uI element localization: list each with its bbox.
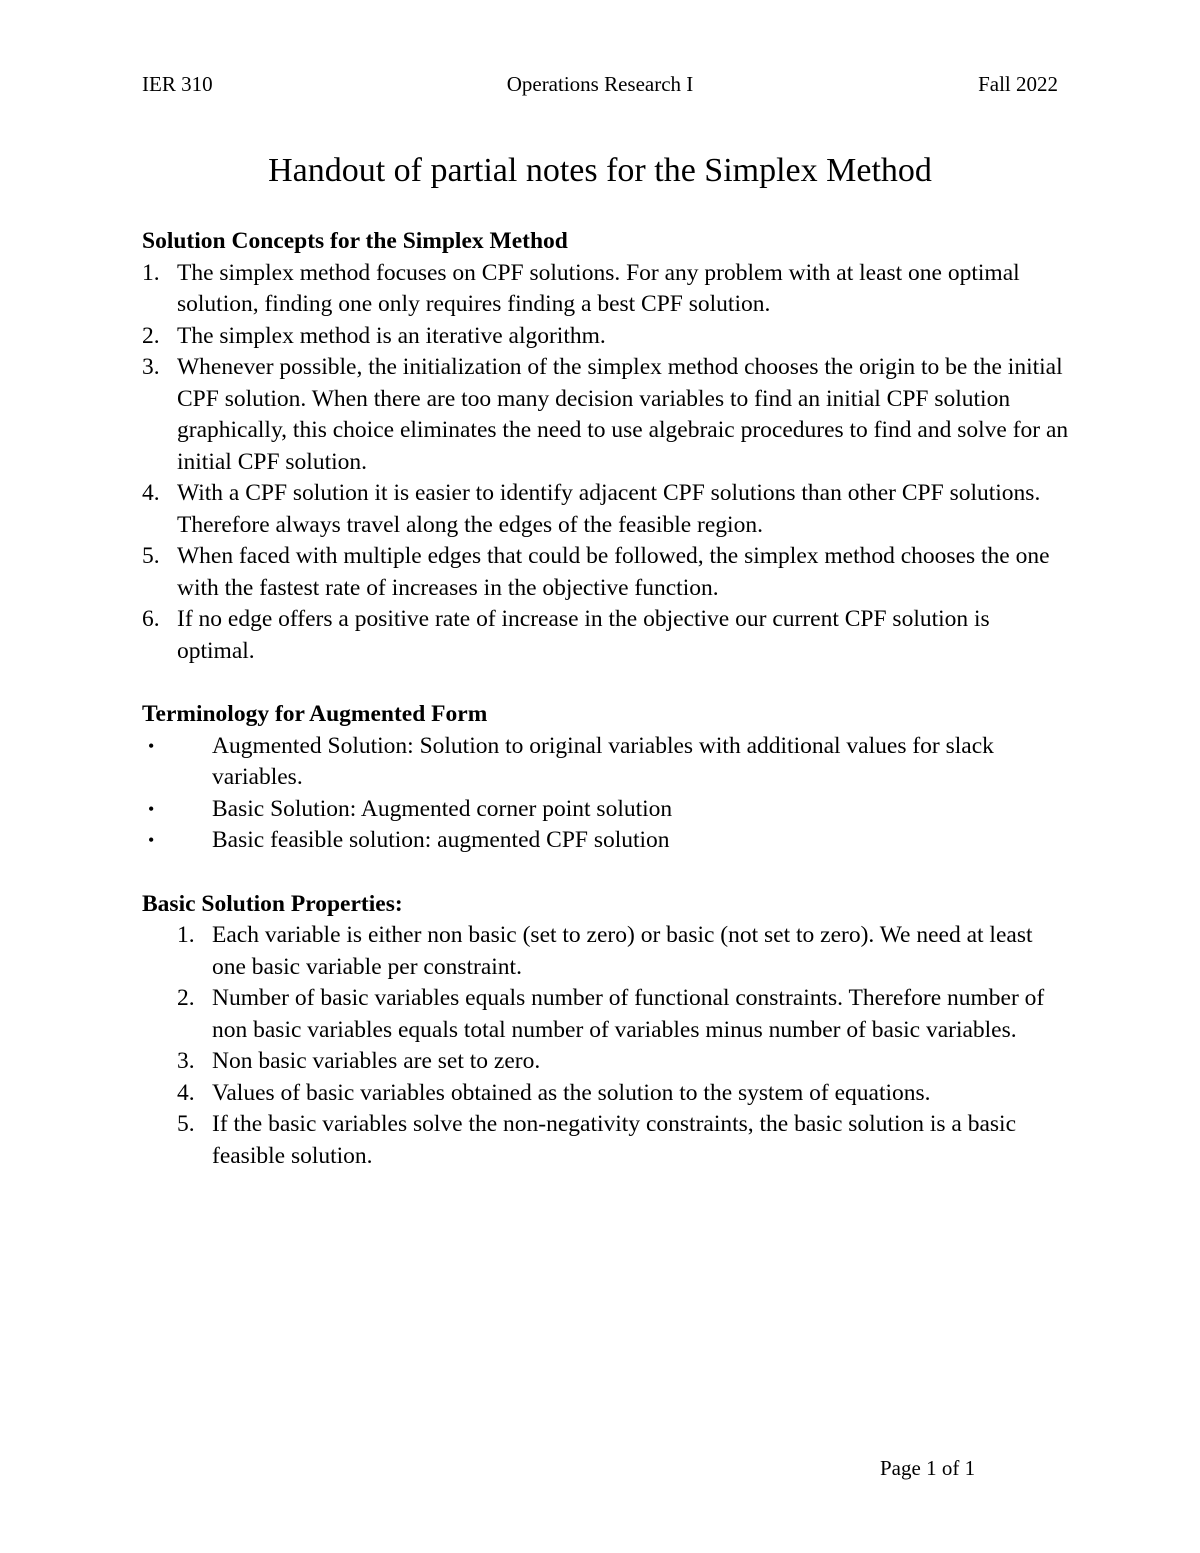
list-item-text: If the basic variables solve the non-negativity constraints, the basic solution is a basic feasible solution. [212,1111,1017,1169]
list-item [142,541,1072,604]
course-subject: Operations Research I [506,72,694,96]
list-item [142,478,1072,541]
course-code: IER 310 [142,72,213,96]
list-item-text: Basic Solution: Augmented corner point solution [212,795,673,822]
document-title: Handout of partial notes for the Simplex Method [268,152,932,189]
list-item [142,321,1072,353]
document-body [142,226,1072,1172]
section-spacer [142,667,1072,699]
list-item-text: Basic feasible solution: augmented CPF solution [212,827,670,853]
page-header [142,72,1058,102]
section-heading: Basic Solution Properties: [142,890,403,917]
section-heading: Terminology for Augmented Form [142,701,488,727]
section-basic-solution-properties [142,889,1072,1173]
list-marker: 6. [142,606,160,632]
list-item [142,1046,1072,1078]
numbered-list [142,920,1072,1172]
list-item-text: Values of basic variables obtained as the solution to the system of equations. [212,1079,931,1106]
list-marker: 4. [177,1079,195,1106]
course-term: Fall 2022 [978,72,1058,96]
section-augmented-form [142,699,1072,857]
list-item [142,983,1072,1046]
list-item [142,731,1072,794]
list-marker: 3. [142,354,160,380]
list-item-text: When faced with multiple edges that could be followed, the simplex method chooses the one with the fastest rate of increases in the objective function. [177,543,1050,601]
numbered-list [142,258,1072,668]
list-item [142,1078,1072,1110]
section-solution-concepts [142,226,1072,667]
list-item-text: With a CPF solution it is easier to identify adjacent CPF solutions than other CPF solutions. Therefore always travel along the edges of the feasible region. [177,480,1041,538]
list-marker: 2. [177,985,195,1011]
list-marker: 2. [142,322,160,349]
bullet-icon: • [148,830,155,850]
list-item-text: Whenever possible, the initialization of the simplex method chooses the origin to be the initial CPF solution. When there are too many decision variables to find an initial CPF solution graphically, this choice eliminates the need to use algebraic procedures to find and solve for an initial CPF solution. [177,354,1069,475]
section-spacer [142,857,1072,889]
list-item-text: The simplex method focuses on CPF solutions. For any problem with at least one optimal solution, finding one only requires finding a best CPF solution. [177,259,1020,317]
bullet-icon: • [148,798,155,819]
bullet-list [142,731,1072,857]
list-marker: 5. [177,1111,195,1137]
list-item [142,1109,1072,1172]
list-item-text: If no edge offers a positive rate of increase in the objective our current CPF solution is optimal. [177,606,990,664]
list-marker: 4. [142,480,160,506]
list-item [142,258,1072,321]
list-item [142,920,1072,983]
list-item [142,604,1072,667]
list-item [142,794,1072,826]
list-item [142,825,1072,857]
list-marker: 1. [142,259,160,286]
list-item-text: Each variable is either non basic (set to zero) or basic (not set to zero). We need at least one basic variable per constraint. [212,922,1033,980]
list-marker: 3. [177,1048,195,1074]
section-heading: Solution Concepts for the Simplex Method [142,228,568,254]
list-item-text: The simplex method is an iterative algorithm. [177,322,606,349]
page-number: Page 1 of 1 [880,1456,976,1480]
list-item [142,352,1072,478]
list-marker: 5. [142,543,160,569]
bullet-icon: • [148,735,155,756]
list-item-text: Number of basic variables equals number of functional constraints. Therefore number of non basic variables equals total number of variables minus number of basic variables. [212,985,1045,1043]
list-item-text: Augmented Solution: Solution to original variables with additional values for slack variables. [212,732,994,790]
list-marker: 1. [177,922,195,948]
list-item-text: Non basic variables are set to zero. [212,1048,541,1074]
